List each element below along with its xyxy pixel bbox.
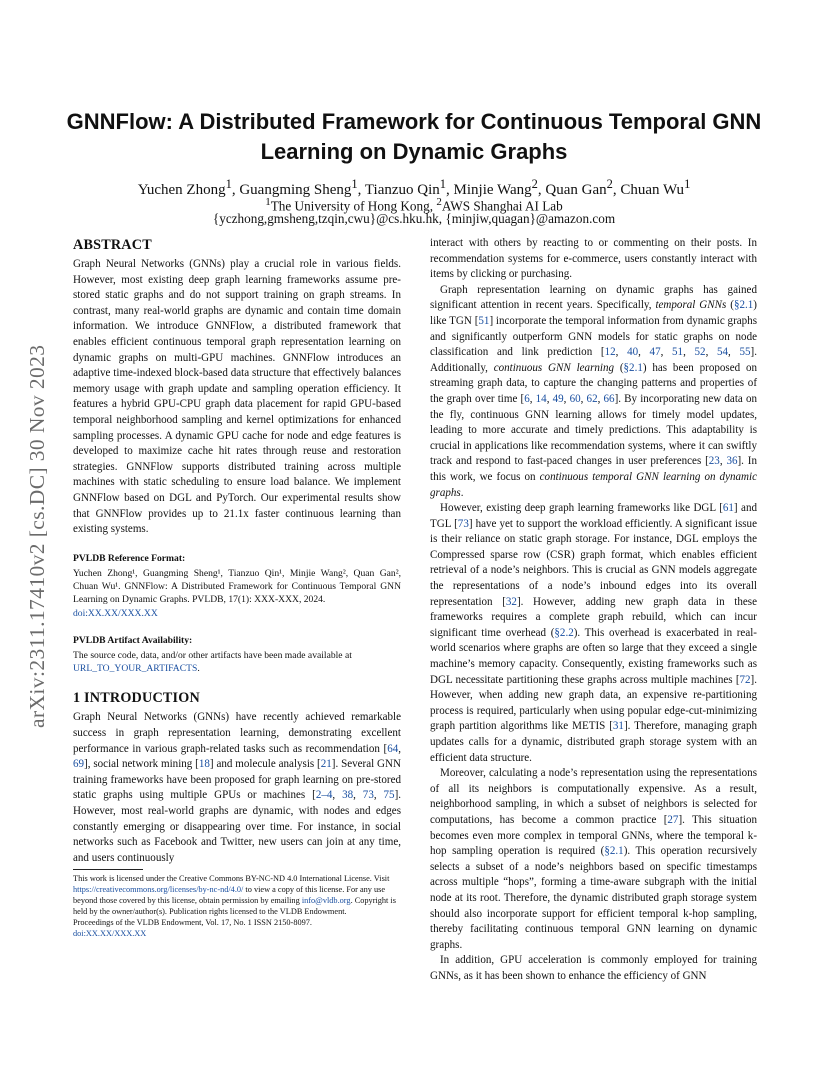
author: Quan Gan$^2$ xyxy=(545,177,613,198)
title-line-2: Learning on Dynamic Graphs xyxy=(260,139,568,164)
left-column xyxy=(73,236,401,866)
author-emails: {yczhong,gmsheng,tzqin,cwu}@cs.hku.hk, {minjiw,quagan}@amazon.com xyxy=(212,211,616,226)
citation-link[interactable]: 49 xyxy=(552,392,564,405)
reference-format-text: Yuchen Zhong¹, Guangming Sheng¹, Tianzuo Qin¹, Minjie Wang², Quan Gan², Chuan Wu¹. GNNFlow: A Distributed Framework for Continuous Temporal GNN Learning on Dynamic Graphs. PVLDB, 17(1): XXX-XXX, 2024. xyxy=(73,567,401,606)
intro-paragraph-4: However, existing deep graph learning frameworks like DGL [61] and TGL [73] have yet to support the workload efficiently. A significant issue is their reliance on static graph storage. For instance, DGL employs the Compressed sparse row (CSR) graph format, which enables efficient retrieval of a node’s neighbors. This is crucial as GNN models aggregate the representations of a node’s inbound edges into its overall representation [32]. However, adding new graph data in these frameworks requires a complete graph rebuild, which can incur significant time overhead (§2.2). This overhead is exacerbated in real-world scenarios where graphs are often so large that they exceed a single machine’s memory capacity. Consequently, existing frameworks such as DGL necessitate partitioning these graphs across multiple machines [72]. However, when adding new graph data, an expensive re-partitioning process is required, particularly when using popular edge-cut-minimizing graph partition algorithms like METIS [31]. Therefore, managing graph updates calls for a dynamic, distributed graph storage system with an efficient data structure. xyxy=(430,502,757,764)
section-link[interactable]: §2.2 xyxy=(554,626,574,639)
citation-link[interactable]: 54 xyxy=(717,346,729,359)
citation-link[interactable]: 51 xyxy=(478,314,490,327)
citation-link[interactable]: 47 xyxy=(649,346,661,359)
author: Guangming Sheng$^1$ xyxy=(239,177,358,198)
abstract-text: Graph Neural Networks (GNNs) play a crucial role in various fields. However, most existing deep graph learning frameworks assume pre-stored static graphs and do not support training on graph streams. In contrast, many real-world graphs are dynamic and contain time domain information. We introduce GNNFlow, a distributed framework that enables efficient continuous temporal graph representation learning on dynamic graphs on multi-GPU machines. GNNFlow introduces an adaptive time-indexed block-based data structure that effectively balances memory usage with graph update and sampling operation efficiency. It features a hybrid GPU-CPU graph data placement for rapid GPU-based temporal neighborhood sampling and kernel optimizations for enhanced sampling processes. A dynamic GPU cache for node and edge features is developed to maximize cache hit rates through reuse and restoration strategies. GNNFlow supports distributed training across multiple machines with static scheduling to ensure load balance. We implement GNNFlow based on DGL and PyTorch. Our experimental results show that GNNFlow provides up to 21.1x faster continuous learning than existing systems. xyxy=(73,258,401,536)
author: Chuan Wu$^1$ xyxy=(620,177,691,198)
citation-link[interactable]: 21 xyxy=(320,758,332,771)
citation-link[interactable]: 38 xyxy=(342,789,354,802)
citation-link[interactable]: 18 xyxy=(198,758,210,771)
affiliations: $^1$The University of Hong Kong, $^2$AWS Shanghai AI Lab xyxy=(265,196,563,214)
proceedings-line: Proceedings of the VLDB Endowment, Vol. 17, No. 1 ISSN 2150-8097. xyxy=(73,917,312,927)
artifact-url-link[interactable]: URL_TO_YOUR_ARTIFACTS xyxy=(73,663,198,675)
paper-title xyxy=(60,107,768,167)
citation-link[interactable]: 72 xyxy=(739,673,751,686)
artifact-heading: PVLDB Artifact Availability: xyxy=(73,634,193,646)
citation-link[interactable]: 52 xyxy=(694,346,706,359)
footnote-rule xyxy=(73,869,143,870)
intro-paragraph-5: Moreover, calculating a node’s representation using the representations of all its neighbors is computationally expensive. As a result, neighborhood sampling, in which a subset of neighbors is selected for computations, has become a common practice [27]. This situation becomes even more complex in temporal GNNs, where the temporal k-hop sampling operation is required (§2.1). This operation recursively selects a subset of a node’s neighbors based on specific timestamps across multiple “hops”, forming a time-aware subgraph with the initial node at its root. Therefore, the dynamic distributed graph storage system should also incorporate support for efficient temporal k-hop sampling, thereby facilitating continuous temporal GNN learning on dynamic graphs. xyxy=(430,767,757,951)
citation-link[interactable]: 36 xyxy=(726,455,738,468)
section-link[interactable]: §2.1 xyxy=(623,361,643,374)
citation-link[interactable]: 23 xyxy=(708,455,720,468)
citation-link[interactable]: 2 xyxy=(315,789,322,802)
citation-link[interactable]: 73 xyxy=(362,789,374,802)
citation-link[interactable]: 62 xyxy=(586,392,598,405)
citation-link[interactable]: 40 xyxy=(627,346,639,359)
section-link[interactable]: §2.1 xyxy=(604,845,624,858)
license-url-link[interactable]: https://creativecommons.org/licenses/by-nc-nd/4.0/ xyxy=(73,884,244,894)
citation-link[interactable]: 14 xyxy=(535,392,547,405)
author: Yuchen Zhong$^1$ xyxy=(137,177,232,198)
license-footnote: This work is licensed under the Creative Commons BY-NC-ND 4.0 International License. Visit https://creativecommons.org/licenses/by-nc-nd/4.0/ to view a copy of this license. For any use beyond those covered by this license, obtain permission by emailing info@vldb.org. Copyright is held by the owner/author(s). Publication rights licensed to the VLDB Endowment. Proceedings of the VLDB Endowment, Vol. 17, No. 1 ISSN 2150-8097. doi:XX.XX/XXX.XX xyxy=(73,874,396,938)
arxiv-identifier: arXiv:2311.17410v2 [cs.DC] 30 Nov 2023 xyxy=(25,344,49,728)
section-link[interactable]: §2.1 xyxy=(733,299,754,312)
citation-link[interactable]: 12 xyxy=(604,346,616,359)
citation-link[interactable]: 4 xyxy=(326,789,333,802)
intro-paragraph-1: Graph Neural Networks (GNNs) have recently achieved remarkable success in graph representation learning, demonstrating excellent performance in various graph-related tasks such as recommendation [64, 69], social network mining [18] and molecule analysis [21]. Several GNN training frameworks have been proposed for graph learning on pre-stored static graphs using multiple GPUs or machines [2–4, 38, 73, 75]. However, most real-world graphs are dynamic, with nodes and edges constantly emerging or disappearing over time. For instance, in social networks such as Facebook and Twitter, new users can join at any time, and users continuously xyxy=(73,711,402,864)
citation-link[interactable]: 55 xyxy=(739,346,751,359)
citation-link[interactable]: 32 xyxy=(505,595,517,608)
abstract-heading: ABSTRACT xyxy=(73,237,152,253)
citation-link[interactable]: 31 xyxy=(612,720,624,733)
citation-link[interactable]: 66 xyxy=(603,392,615,405)
citation-link[interactable]: 51 xyxy=(672,346,684,359)
vldb-email-link[interactable]: info@vldb.org xyxy=(301,895,351,905)
citation-link[interactable]: 60 xyxy=(569,392,581,405)
title-line-1: GNNFlow: A Distributed Framework for Continuous Temporal GNN xyxy=(66,109,762,134)
citation-link[interactable]: 73 xyxy=(457,517,469,530)
reference-doi-link[interactable]: doi:XX.XX/XXX.XX xyxy=(73,607,158,619)
citation-link[interactable]: 75 xyxy=(383,789,395,802)
intro-paragraph-6: In addition, GPU acceleration is commonly employed for training GNNs, as it has been shown to enhance the efficiency of GNN xyxy=(430,954,757,982)
citation-link[interactable]: 64 xyxy=(387,742,399,755)
author: Tianzuo Qin$^1$ xyxy=(364,177,447,198)
citation-link[interactable]: 69 xyxy=(73,758,85,771)
citation-link[interactable]: 6 xyxy=(524,392,530,405)
footnote-doi-link[interactable]: doi:XX.XX/XXX.XX xyxy=(73,928,147,938)
author: Minjie Wang$^2$ xyxy=(453,177,538,198)
right-column xyxy=(430,236,757,985)
intro-paragraph-3: Graph representation learning on dynamic graphs has gained significant attention in recent years. Specifically, temporal GNNs (§2.1) like TGN [51] incorporate the temporal information from dynamic graphs and significantly outperform GNN models for static graphs on node classification and link prediction [12, 40, 47, 51, 52, 54, 55]. Additionally, continuous GNN learning (§2.1) has been proposed on streaming graph data, to capture the changing patterns and properties of the graph over time [6, 14, 49, 60, 62, 66]. By incorporating new data on the fly, continuous GNN learning allows for timely model updates, leading to more accurate and timely predictions. This adaptability is crucial in applications like recommendation systems, where it can swiftly track and respond to fast-paced changes in user preferences [23, 36]. In this work, we focus on continuous temporal GNN learning on dynamic graphs. xyxy=(430,283,758,499)
author-list: Yuchen Zhong$^1$, Guangming Sheng$^1$, Tianzuo Qin$^1$, Minjie Wang$^2$, Quan Gan$^2$, Chuan Wu$^1$ xyxy=(137,177,691,198)
intro-paragraph-2: interact with others by reacting to or commenting on their posts. In recommendation systems for e-commerce, users constantly interact with items by clicking or purchasing. xyxy=(430,237,757,281)
citation-link[interactable]: 61 xyxy=(722,502,734,515)
citation-link[interactable]: 27 xyxy=(667,813,679,826)
reference-format-heading: PVLDB Reference Format: xyxy=(73,552,186,564)
artifact-text: The source code, data, and/or other artifacts have been made available at URL_TO_YOUR_ARTIFACTS. xyxy=(73,649,352,675)
introduction-heading: 1 INTRODUCTION xyxy=(73,690,200,707)
